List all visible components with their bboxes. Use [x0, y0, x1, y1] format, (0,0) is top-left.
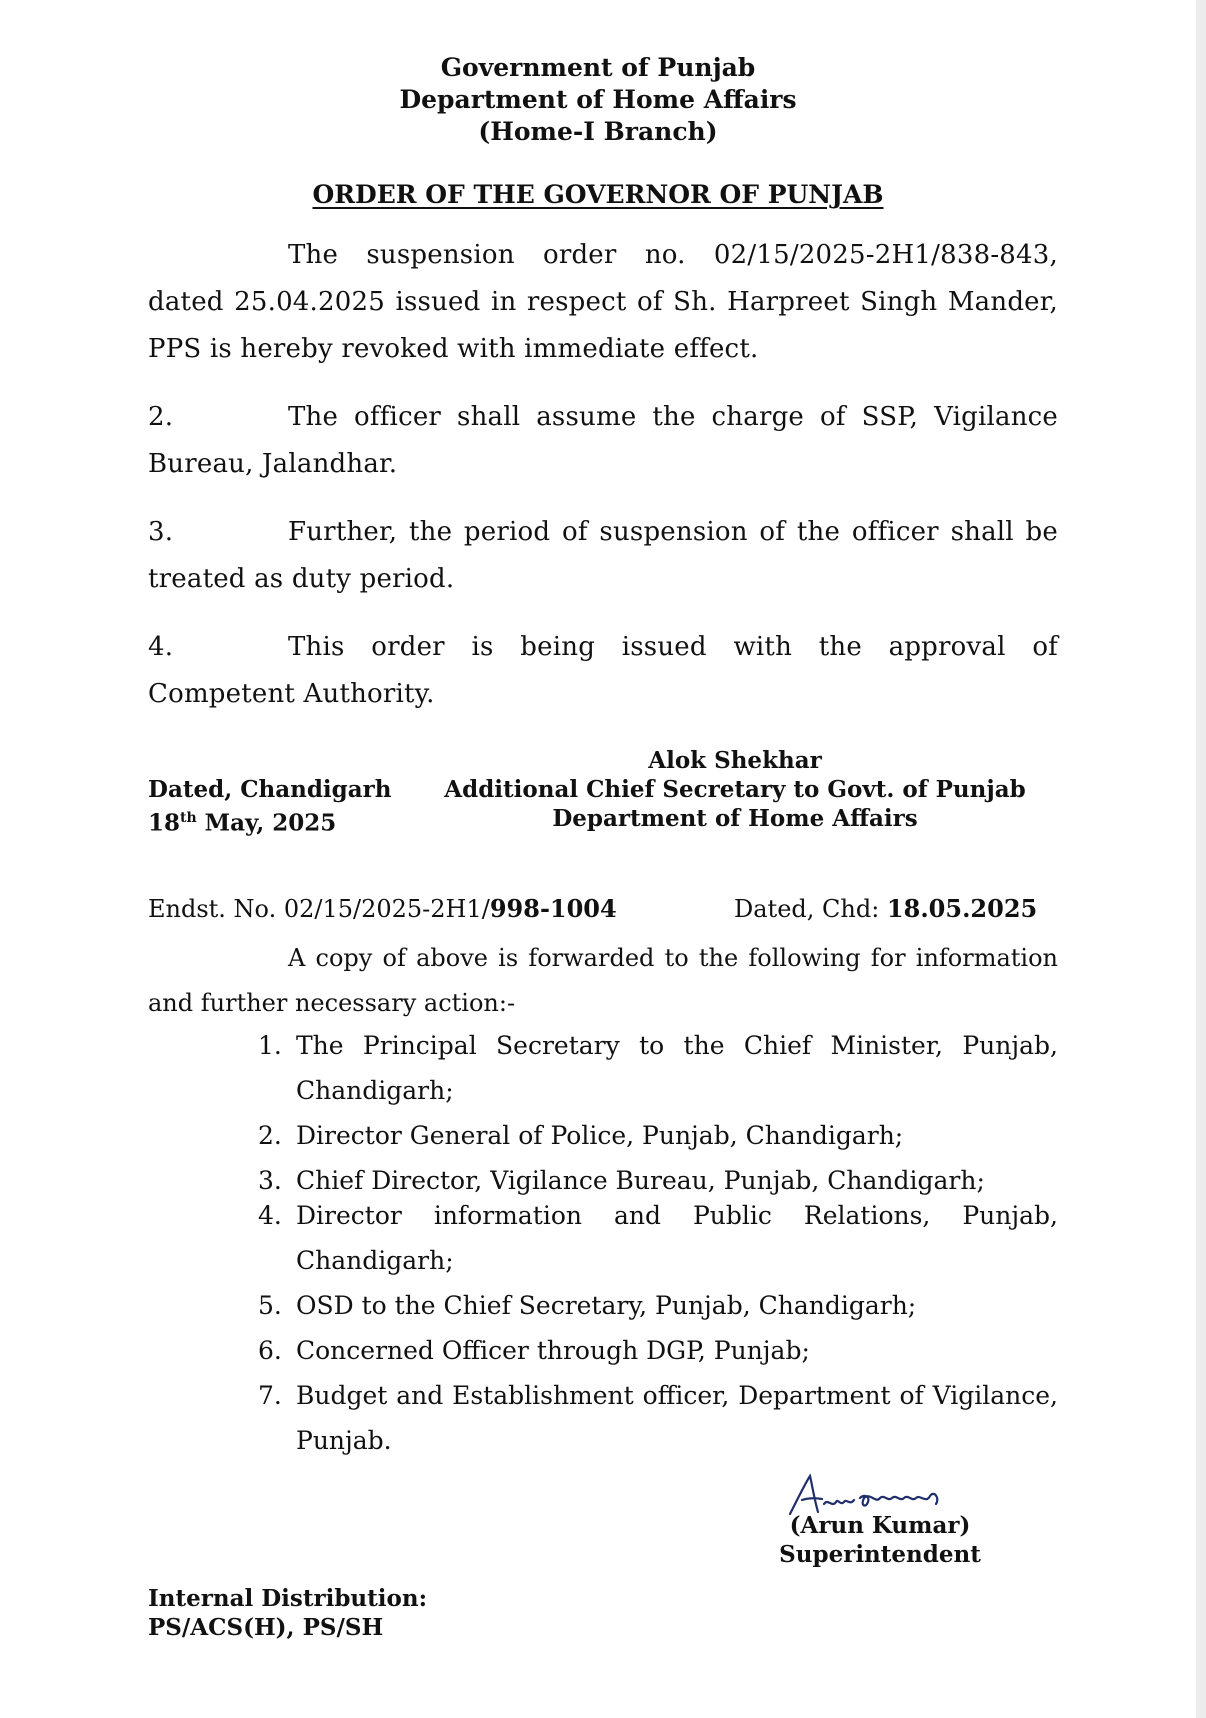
paragraph-1: The suspension order no. 02/15/2025-2H1/838-843, dated 25.04.2025 issued in respect of Sh. Harpreet Singh Mander, PPS is hereby revoked with immediate effect.	[148, 240, 1058, 364]
internal-distribution-value: PS/ACS(H), PS/SH	[148, 1614, 384, 1641]
page-edge	[1196, 0, 1206, 1718]
paragraph-4: 4. This order is being issued with the approval of Competent Authority.	[148, 632, 1058, 709]
superintendent-name: (Arun Kumar)	[789, 1512, 971, 1539]
endorsement-intro: A copy of above is forwarded to the following for information and further necessary action:-	[148, 944, 1058, 1017]
header-department: Department of Home Affairs	[399, 85, 797, 114]
endorsement-line: Endst. No. 02/15/2025-2H1/998-1004 Dated, Chd: 18.05.2025	[148, 894, 1038, 923]
paragraph-3: 3. Further, the period of suspension of the officer shall be treated as duty period.	[148, 517, 1058, 594]
internal-distribution-label: Internal Distribution:	[148, 1585, 428, 1612]
dated-place: Dated, Chandigarh	[148, 776, 392, 803]
superintendent-block	[770, 1511, 990, 1569]
list-item: 2. Director General of Police, Punjab, Chandigarh;	[258, 1121, 904, 1150]
recipient-list	[258, 1023, 1058, 1463]
list-item: 1. The Principal Secretary to the Chief Minister, Punjab, Chandigarh;	[258, 1031, 1058, 1105]
order-title: ORDER OF THE GOVERNOR OF PUNJAB	[312, 180, 884, 209]
superintendent-designation: Superintendent	[779, 1541, 981, 1568]
signatory-block	[440, 746, 1030, 833]
endorsement-date: Dated, Chd: 18.05.2025	[734, 894, 1038, 923]
signatory-department: Department of Home Affairs	[552, 805, 918, 832]
signatory-designation: Additional Chief Secretary to Govt. of Punjab	[444, 776, 1026, 803]
signatory-name: Alok Shekhar	[648, 747, 822, 774]
list-item: 3. Chief Director, Vigilance Bureau, Punjab, Chandigarh;	[258, 1166, 985, 1195]
header-branch: (Home-I Branch)	[478, 117, 718, 146]
header-government: Government of Punjab	[440, 53, 756, 82]
list-item: 5. OSD to the Chief Secretary, Punjab, Chandigarh;	[258, 1291, 917, 1320]
paragraph-2: 2. The officer shall assume the charge of SSP, Vigilance Bureau, Jalandhar.	[148, 402, 1058, 479]
list-item: 4. Director information and Public Relations, Punjab, Chandigarh;	[258, 1201, 1058, 1275]
dated-block	[148, 775, 392, 838]
dated-date: 18th May, 2025	[148, 809, 337, 837]
list-item: 6. Concerned Officer through DGP, Punjab;	[258, 1336, 810, 1365]
internal-distribution	[148, 1584, 427, 1642]
list-item: 7. Budget and Establishment officer, Department of Vigilance, Punjab.	[258, 1381, 1058, 1455]
